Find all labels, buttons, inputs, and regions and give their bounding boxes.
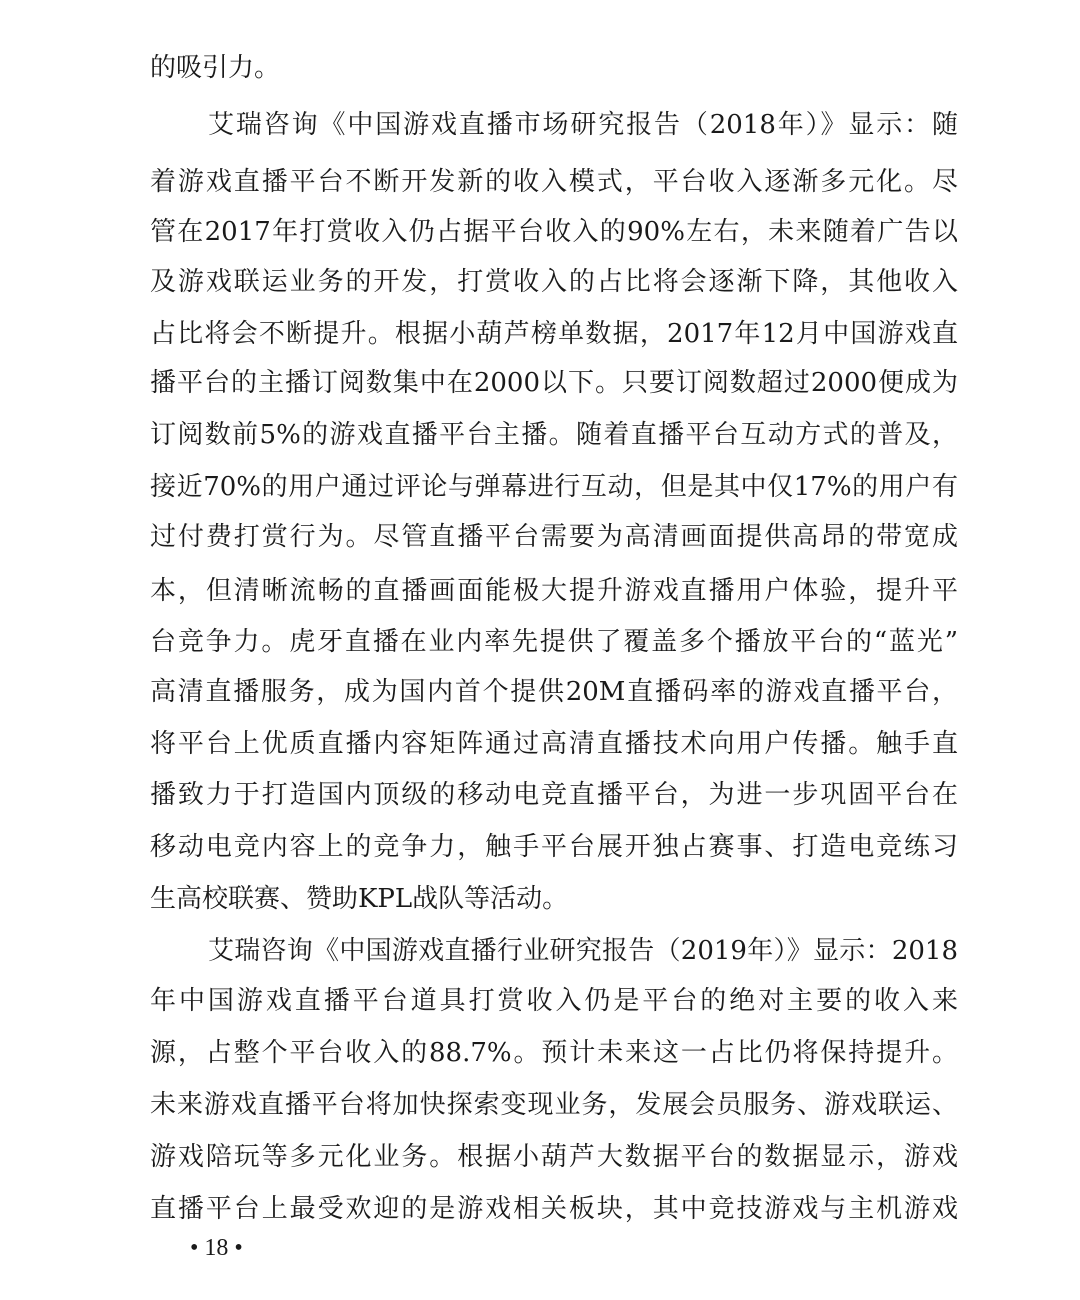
paragraph-1-line-12: 高清直播服务，成为国内首个提供20M直播码率的游戏直播平台，	[150, 677, 958, 707]
paragraph-1-line-3: 管在2017年打赏收入仍占据平台收入的90%左右，未来随着广告以	[150, 217, 958, 247]
paragraph-1-line-11: 台竞争力。虎牙直播在业内率先提供了覆盖多个播放平台的“蓝光”	[150, 627, 958, 657]
paragraph-1-line-2: 着游戏直播平台不断开发新的收入模式，平台收入逐渐多元化。尽	[150, 167, 958, 197]
paragraph-1-line-9: 过付费打赏行为。尽管直播平台需要为高清画面提供高昂的带宽成	[150, 522, 958, 552]
paragraph-1-line-6: 播平台的主播订阅数集中在2000以下。只要订阅数超过2000便成为	[150, 368, 958, 398]
paragraph-1-line-4: 及游戏联运业务的开发，打赏收入的占比将会逐渐下降，其他收入	[150, 267, 958, 297]
paragraph-1-line-8: 接近70%的用户通过评论与弹幕进行互动，但是其中仅17%的用户有	[150, 472, 958, 502]
paragraph-1-line-16: 生高校联赛、赞助KPL战队等活动。	[150, 884, 569, 914]
paragraph-2-line-3: 源，占整个平台收入的88.7%。预计未来这一占比仍将保持提升。	[150, 1038, 958, 1068]
paragraph-2-line-2: 年中国游戏直播平台道具打赏收入仍是平台的绝对主要的收入来	[150, 986, 958, 1016]
paragraph-1-line-1: 艾瑞咨询《中国游戏直播市场研究报告（2018年）》显示：随	[208, 110, 958, 140]
paragraph-1-line-13: 将平台上优质直播内容矩阵通过高清直播技术向用户传播。触手直	[150, 729, 958, 759]
paragraph-1-line-5: 占比将会不断提升。根据小葫芦榜单数据，2017年12月中国游戏直	[150, 319, 958, 349]
paragraph-1-line-15: 移动电竞内容上的竞争力，触手平台展开独占赛事、打造电竞练习	[150, 832, 958, 862]
paragraph-1-line-14: 播致力于打造国内顶级的移动电竞直播平台，为进一步巩固平台在	[150, 780, 958, 810]
paragraph-2-line-1: 艾瑞咨询《中国游戏直播行业研究报告（2019年）》显示：2018	[208, 936, 958, 966]
paragraph-1-line-10: 本，但清晰流畅的直播画面能极大提升游戏直播用户体验，提升平	[150, 576, 958, 606]
page-number: • 18 •	[190, 1235, 243, 1261]
paragraph-2-line-5: 游戏陪玩等多元化业务。根据小葫芦大数据平台的数据显示，游戏	[150, 1142, 958, 1172]
text-line-1: 的吸引力。	[150, 53, 281, 83]
paragraph-2-line-6: 直播平台上最受欢迎的是游戏相关板块，其中竞技游戏与主机游戏	[150, 1194, 958, 1224]
paragraph-1-line-7: 订阅数前5%的游戏直播平台主播。随着直播平台互动方式的普及，	[150, 420, 958, 450]
paragraph-2-line-4: 未来游戏直播平台将加快探索变现业务，发展会员服务、游戏联运、	[150, 1090, 958, 1120]
